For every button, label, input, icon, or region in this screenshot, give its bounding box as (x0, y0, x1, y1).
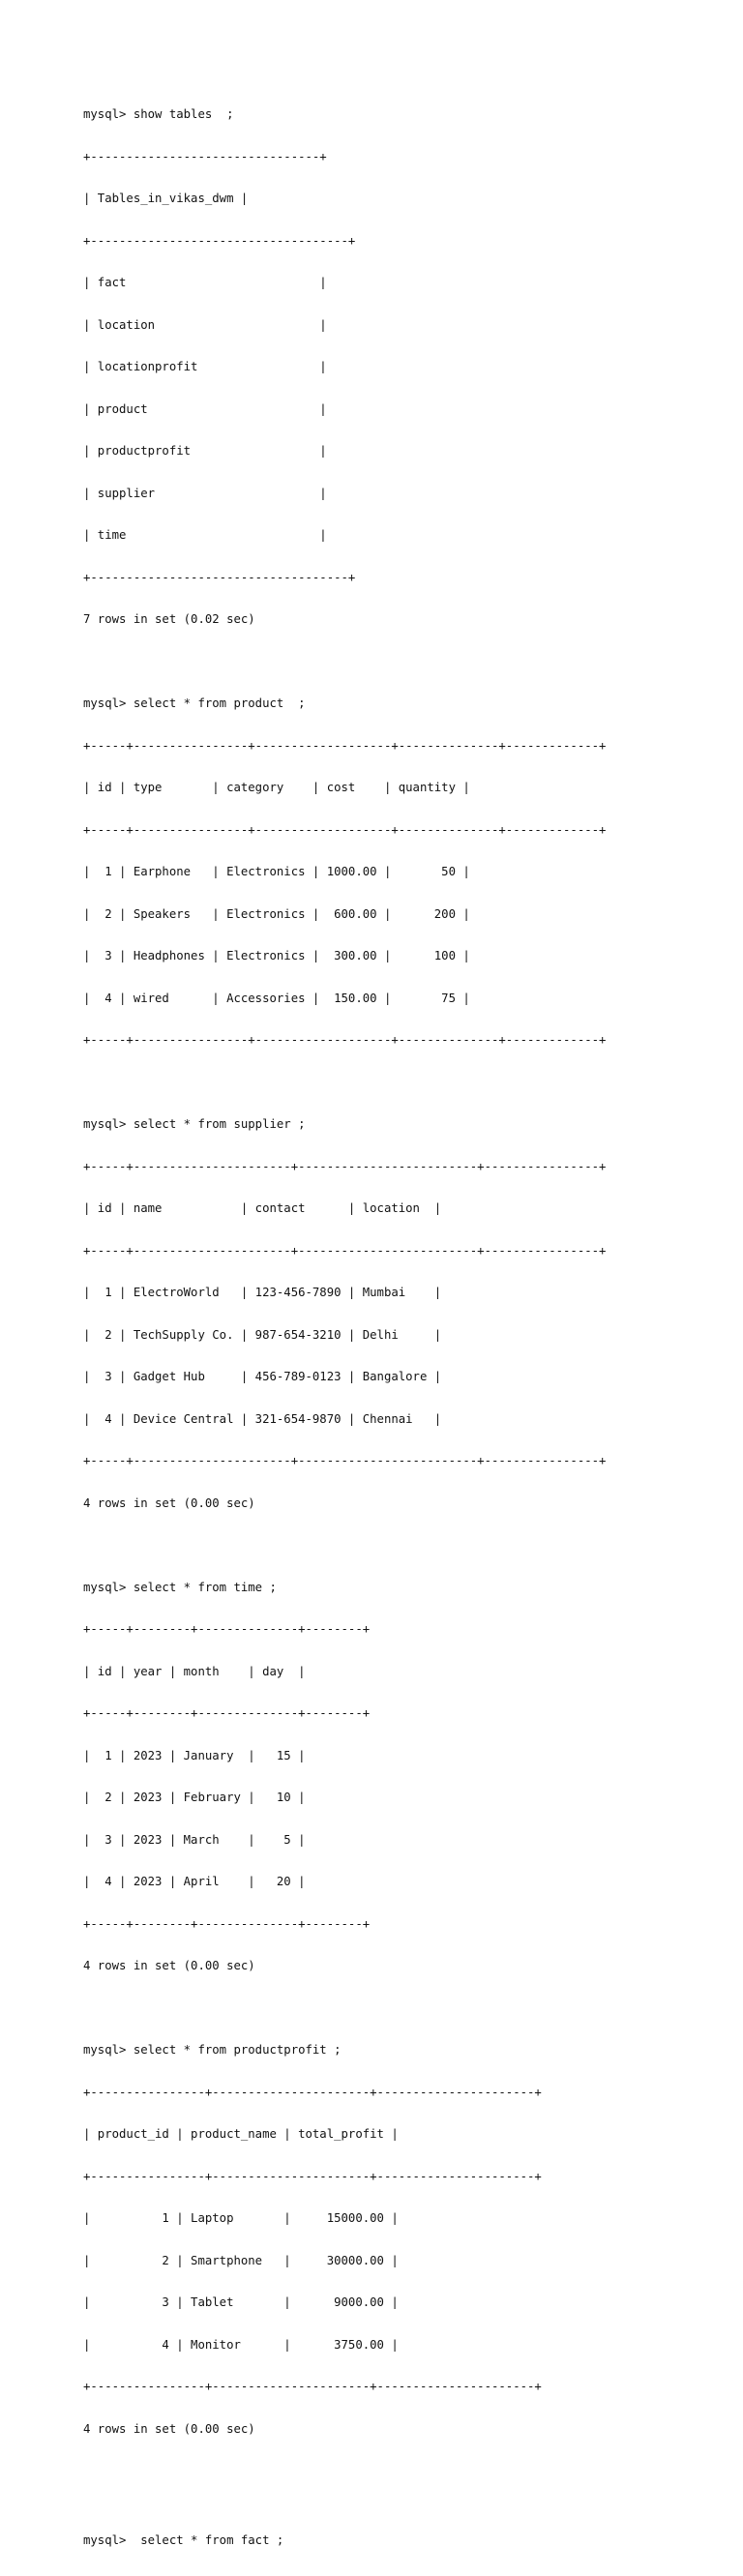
table-row: | locationprofit | (83, 360, 327, 373)
select-time-block (83, 1553, 722, 2001)
table-border: +-----+----------------------+-------------------------+----------------+ (83, 1454, 607, 1467)
select-product-block (83, 668, 722, 1076)
table-border: +-----+----------------------+-------------------------+----------------+ (83, 1243, 607, 1258)
table-row: | product | (83, 401, 327, 416)
table-row: | 3 | Gadget Hub | 456-789-0123 | Bangalore | (83, 1370, 442, 1383)
show-tables-block (83, 79, 722, 655)
table-border: +------------------------------------+ (83, 233, 356, 248)
table-border: +-----+----------------+-------------------+--------------+-------------+ (83, 738, 607, 753)
table-row: | 1 | 2023 | January | 15 | (83, 1748, 306, 1762)
mysql-command: mysql> select * from product ; (83, 696, 306, 710)
result-summary: 4 rows in set (0.00 sec) (83, 1959, 255, 1972)
select-supplier-block (83, 1089, 722, 1538)
table-row: | fact | (83, 276, 327, 289)
table-row: | 2 | 2023 | February | 10 | (83, 1791, 306, 1804)
table-row: | productprofit | (83, 444, 327, 458)
table-border: +--------------------------------+ (83, 149, 327, 163)
table-border: +----------------+----------------------+----------------------+ (83, 2380, 542, 2393)
mysql-command: mysql> select * from supplier ; (83, 1117, 306, 1131)
select-productprofit-block (83, 2015, 722, 2464)
table-row: | 4 | wired | Accessories | 150.00 | 75 | (83, 991, 470, 1005)
result-summary: 4 rows in set (0.00 sec) (83, 1495, 255, 1510)
table-row: | 2 | Smartphone | 30000.00 | (83, 2253, 399, 2267)
table-row: | 1 | Earphone | Electronics | 1000.00 | 50 | (83, 865, 470, 878)
table-header: | id | type | category | cost | quantity | (83, 781, 470, 794)
table-border: +-----+----------------+-------------------+--------------+-------------+ (83, 822, 607, 837)
table-border: +----------------+----------------------+----------------------+ (83, 2169, 542, 2183)
table-row: | 2 | TechSupply Co. | 987-654-3210 | Delhi | (83, 1327, 442, 1342)
mysql-command: mysql> select * from fact ; (83, 2533, 284, 2547)
table-border: +-----+----------------+-------------------+--------------+-------------+ (83, 1033, 607, 1047)
table-border: +-----+----------------------+-------------------------+----------------+ (83, 1159, 607, 1173)
table-row: | 2 | Speakers | Electronics | 600.00 | 200 | (83, 906, 470, 921)
result-summary: 7 rows in set (0.02 sec) (83, 612, 255, 626)
table-header: | id | year | month | day | (83, 1664, 306, 1678)
table-border: +-----+--------+--------------+--------+ (83, 1706, 371, 1720)
table-row: | 1 | ElectroWorld | 123-456-7890 | Mumbai | (83, 1286, 442, 1299)
mysql-command: mysql> show tables ; (83, 107, 234, 121)
table-border: +----------------+----------------------+----------------------+ (83, 2085, 542, 2099)
table-border: +-----+--------+--------------+--------+ (83, 1916, 371, 1931)
select-fact-block (83, 2505, 722, 2576)
table-row: | 4 | Monitor | 3750.00 | (83, 2337, 399, 2352)
table-row: | location | (83, 317, 327, 332)
table-border: +------------------------------------+ (83, 570, 356, 584)
table-row: | 4 | 2023 | April | 20 | (83, 1875, 306, 1888)
table-row: | time | (83, 528, 327, 542)
table-row: | 1 | Laptop | 15000.00 | (83, 2211, 399, 2225)
table-row: | 3 | Tablet | 9000.00 | (83, 2295, 399, 2309)
table-border: +-----+--------+--------------+--------+ (83, 1622, 371, 1636)
table-row: | 3 | Headphones | Electronics | 300.00 | 100 | (83, 949, 470, 962)
result-summary: 4 rows in set (0.00 sec) (83, 2421, 255, 2436)
terminal-output (83, 79, 722, 2576)
mysql-command: mysql> select * from time ; (83, 1580, 277, 1594)
table-header: | product_id | product_name | total_profit | (83, 2127, 399, 2141)
table-row: | supplier | (83, 486, 327, 500)
table-header: | Tables_in_vikas_dwm | (83, 192, 249, 205)
table-row: | 3 | 2023 | March | 5 | (83, 1832, 306, 1847)
mysql-command: mysql> select * from productprofit ; (83, 2043, 342, 2057)
table-row: | 4 | Device Central | 321-654-9870 | Chennai | (83, 1411, 442, 1426)
table-header: | id | name | contact | location | (83, 1201, 442, 1215)
